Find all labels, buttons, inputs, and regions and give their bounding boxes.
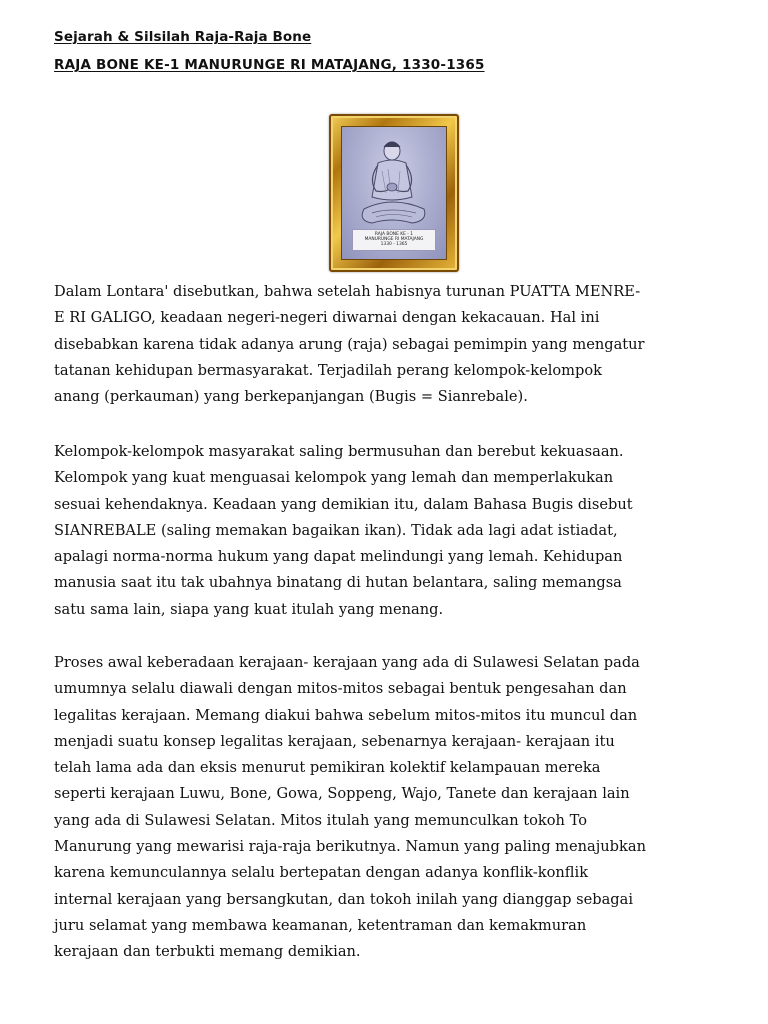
text-line: Kelompok-kelompok masyarakat saling bermusuhan dan berebut kekuasaan. [54, 443, 624, 460]
text-line: disebabkan karena tidak adanya arung (raja) sebagai pemimpin yang mengatur [54, 335, 645, 353]
paragraph-sianrebale [54, 439, 744, 623]
text-line: Manurung yang mewarisi raja-raja berikutnya. Namun yang paling menajubkan [54, 838, 646, 856]
text-line: Proses awal keberadaan kerajaan- kerajaan yang ada di Sulawesi Selatan pada [54, 654, 640, 671]
caption-line: RAJA BONE KE - 1 [374, 232, 414, 237]
series-title: Sejarah & Silsilah Raja-Raja Bone [54, 29, 312, 45]
text-line: anang (perkauman) yang berkepanjangan (Bugis = Sianrebale). [54, 388, 528, 406]
text-line: E RI GALIGO, keadaan negeri-negeri diwarnai dengan kekacauan. Hal ini [54, 309, 600, 327]
caption-line: MANURUNGE RI MATAJANG [364, 237, 424, 243]
text-line: juru selamat yang membawa keamanan, ketentraman dan kemakmuran [54, 916, 587, 934]
king-title: RAJA BONE KE-1 MANURUNGE RI MATAJANG, 1330-1365 [54, 57, 485, 73]
text-line: internal kerajaan yang bersangkutan, dan tokoh inilah yang dianggap sebagai [54, 890, 633, 908]
framed-portrait [329, 114, 459, 272]
text-line: karena kemunculannya selalu bertepatan dengan adanya konflik-konflik [54, 864, 589, 882]
text-line: menjadi suatu konsep legalitas kerajaan, sebenarnya kerajaan- kerajaan itu [54, 732, 615, 750]
portrait-caption [352, 229, 436, 251]
text-line: Kelompok yang kuat menguasai kelompok yang lemah dan memperlakukan [54, 469, 614, 487]
text-line: yang ada di Sulawesi Selatan. Mitos itulah yang memunculkan tokoh To [54, 811, 587, 829]
text-line: satu sama lain, siapa yang kuat itulah yang menang. [54, 600, 444, 618]
text-line: manusia saat itu tak ubahnya binatang di hutan belantara, saling memangsa [54, 574, 622, 592]
paragraph-lontara [54, 279, 744, 410]
paragraph-to-manurung [54, 650, 744, 966]
text-line: SIANREBALE (saling memakan bagaikan ikan). Tidak ada lagi adat istiadat, [54, 521, 618, 539]
text-line: telah lama ada dan eksis menurut pemikiran kolektif kelampauan mereka [54, 759, 601, 777]
text-line: apalagi norma-norma hukum yang dapat melindungi yang lemah. Kehidupan [54, 548, 623, 566]
text-line: legalitas kerajaan. Memang diakui bahwa sebelum mitos-mitos itu muncul dan [54, 706, 638, 724]
text-line: tatanan kehidupan bermasyarakat. Terjadilah perang kelompok-kelompok [54, 361, 602, 379]
text-line: Dalam Lontara' disebutkan, bahwa setelah habisnya turunan PUATTA MENRE- [54, 283, 641, 300]
text-line: sesuai kehendaknya. Keadaan yang demikian itu, dalam Bahasa Bugis disebut [54, 495, 633, 513]
text-line: umumnya selalu diawali dengan mitos-mitos sebagai bentuk pengesahan dan [54, 680, 627, 698]
text-line: seperti kerajaan Luwu, Bone, Gowa, Soppeng, Wajo, Tanete dan kerajaan lain [54, 785, 630, 803]
text-line: kerajaan dan terbukti memang demikian. [54, 943, 361, 961]
caption-line: 1330 - 1365 [380, 242, 408, 248]
portrait-drawing [341, 126, 447, 260]
